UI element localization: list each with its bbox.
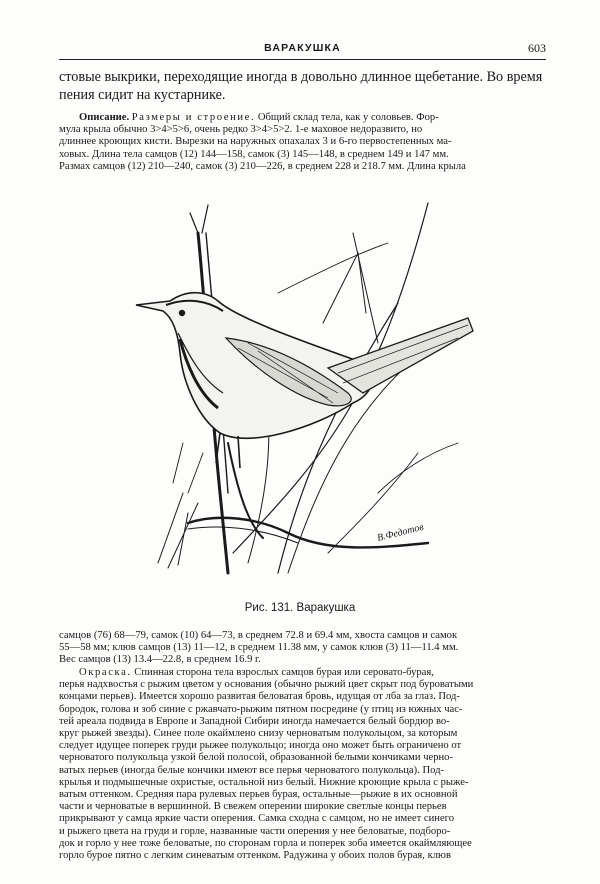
- text-line: крылья и подмышечные охристые, остальной низ белый. Нижние кроющие крыла с рыже-: [59, 776, 469, 788]
- page-header: [59, 38, 546, 60]
- section-heading: Размеры и строение.: [131, 112, 256, 123]
- lead-paragraph: [59, 68, 546, 104]
- text-fragment: Спинная сторона тела взрослых самцов бурая или серовато-бурая,: [134, 667, 434, 678]
- text-line: горло бурое пятно с легким синеватым оттенком. Радужина у обоих полов бурая, клюв: [59, 850, 451, 862]
- section-heading: Окраска.: [79, 667, 132, 678]
- header-rule: [59, 59, 546, 60]
- description-label: Описание.: [79, 112, 130, 123]
- text-line: самцов (76) 68—79, самок (10) 64—73, в среднем 72.8 и 69.4 мм, хвоста самцов и самок: [59, 630, 458, 641]
- running-title: ВАРАКУШКА: [264, 42, 341, 54]
- text-line: мула крыла обычно 3>4>5>6, очень редко 3>4>5>2. 1-е маховое недоразвито, но: [59, 124, 423, 136]
- text-line: ватых перьев (иногда белые кончики имеют все перья черноватого полукольца). Под-: [59, 764, 445, 776]
- text-line: перья надхвостья с рыжим цветом у основания (обычно рыжий цвет скрыт под буроватыми: [59, 679, 474, 691]
- text-line: ховых. Длина тела самцов (12) 144—158, самок (3) 145—148, в среднем 149 и 147 мм.: [59, 148, 449, 160]
- text-line: следует идущее поперек груди рыжее полукольцо; иногда оно может быть ограничено от: [59, 740, 462, 752]
- text-line: тей ареала подвида в Европе и Западной Сибири иногда намечается белый бордюр во-: [59, 715, 450, 727]
- measurements-paragraph: [59, 630, 546, 667]
- bird-illustration: [128, 193, 480, 575]
- bluethroat-drawing: [128, 193, 480, 575]
- artist-signature: В.Федотов: [376, 521, 425, 544]
- text-line: и рыжего цвета на груди и горле, названные части оперения у нее беловатые, подборо-: [59, 825, 451, 837]
- text-line: [59, 112, 546, 124]
- text-line: длиннее кроющих кисти. Вырезки на наружных опахалах 3 и 6-го первостепенных ма-: [59, 136, 452, 148]
- page-number: 603: [528, 41, 546, 55]
- coloration-paragraph: [59, 667, 546, 862]
- text-line: док и горло у нее тоже беловатые, по сторонам горла и поперек зоба имеется окаймляющее: [59, 837, 472, 849]
- text-line: 55—58 мм; клюв самцов (13) 11—12, в среднем 11.38 мм, у самок клюв (3) 11—11.4 мм.: [59, 642, 459, 654]
- text-line: части и черноватые в вершинной. В свежем оперении широкие светлые концы перьев: [59, 801, 447, 813]
- text-line: круг рыжей звезды). Синее поле окаймлено снизу черноватым полукольцом, за которым: [59, 728, 458, 740]
- text-line: ватым оттенком. Средняя пара рулевых перьев бурая, остальные—рыжие в их основной: [59, 789, 458, 801]
- text-line: концами перьев). Имеется хорошо развитая беловатая бровь, идущая от лба за глаз. Под-: [59, 691, 460, 703]
- text-fragment: Общий склад тела, как у соловьев. Фор-: [257, 112, 439, 123]
- text-line: стовые выкрики, переходящие иногда в довольно длинное щебетание. Во время: [59, 69, 543, 85]
- figure-caption: Рис. 131. Варакушка: [244, 602, 356, 614]
- description-paragraph: [59, 112, 546, 173]
- text-line: прикрывают у самца яркие части оперения. Самка сходна с самцом, но не имеет синего: [59, 813, 455, 825]
- text-line: Размах самцов (12) 210—240, самок (3) 210—226, в среднем 228 и 218.7 мм. Длина крыла: [59, 160, 466, 172]
- text-line: пения сидит на кустарнике.: [59, 87, 226, 103]
- text-line: бородок, голова и зоб синие с ржавчато-рыжим пятном посредине (у птиц из южных час-: [59, 703, 463, 715]
- bird-figure: [136, 293, 473, 468]
- text-line: черноватого полукольца узкой белой полосой, образованной белыми кончиками черно-: [59, 752, 454, 764]
- text-line: [59, 667, 546, 679]
- text-line: Вес самцов (13) 13.4—22.8, в среднем 16.9 г.: [59, 654, 261, 666]
